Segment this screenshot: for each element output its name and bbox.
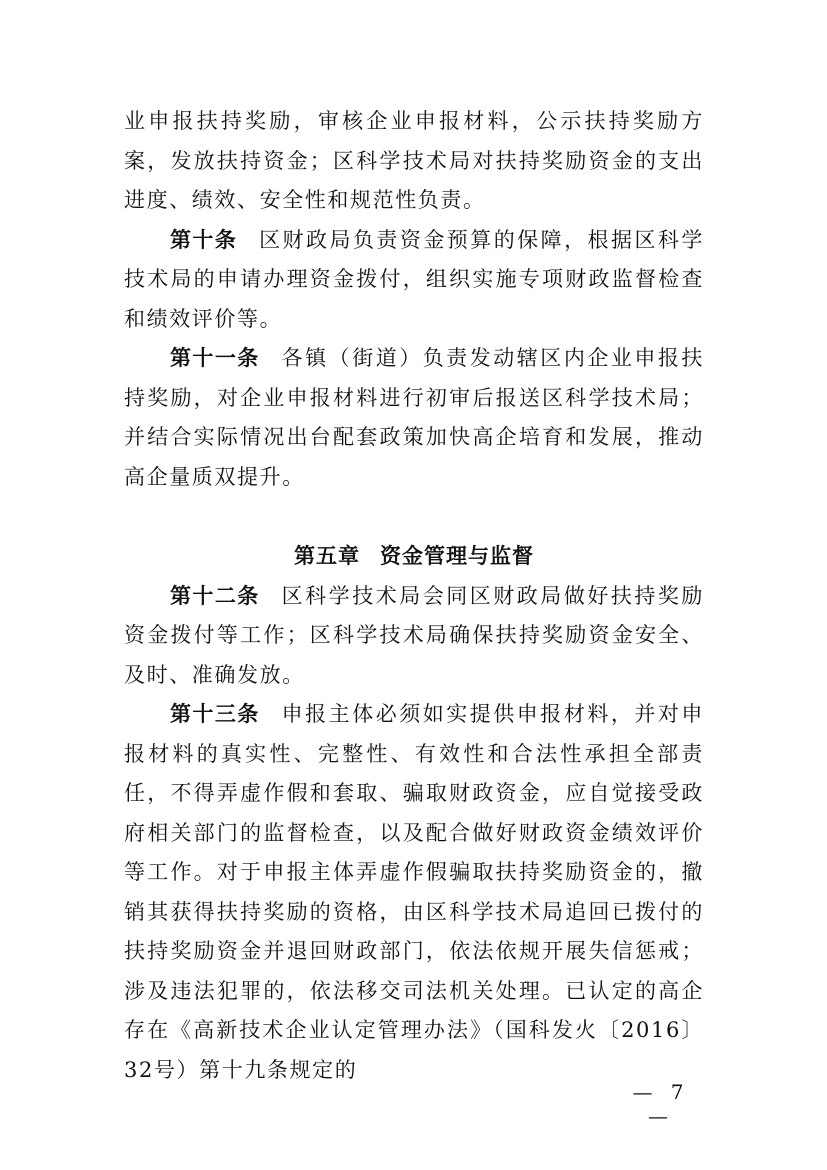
article-10-text: 区财政局负责资金预算的保障，根据区科学技术局的申请办理资金拨付，组织实施专项财政监督检查和绩效评价等。	[124, 227, 705, 331]
article-11	[124, 339, 704, 497]
article-11-text: 各镇（街道）负责发动辖区内企业申报扶持奖励，对企业申报材料进行初审后报送区科学技术局；并结合实际情况出台配套政策加快高企培育和发展，推动高企量质双提升。	[124, 346, 704, 489]
intro-paragraph: 业申报扶持奖励，审核企业申报材料，公示扶持奖励方案，发放扶持资金；区科学技术局对扶持奖励资金的支出进度、绩效、安全性和规范性负责。	[124, 109, 704, 212]
article-12	[124, 577, 704, 696]
chapter-title: 资金管理与监督	[380, 544, 534, 568]
article-10-label: 第十条	[170, 227, 238, 252]
document-body	[124, 102, 704, 1090]
article-13	[124, 695, 704, 1090]
article-13-label: 第十三条	[170, 702, 260, 726]
chapter-heading	[124, 537, 704, 577]
article-11-label: 第十一条	[170, 346, 260, 370]
article-12-text: 区科学技术局会同区财政局做好扶持奖励资金拨付等工作；区科学技术局确保扶持奖励资金安全、及时、准确发放。	[124, 583, 704, 687]
page-number: — 7 —	[632, 1080, 690, 1128]
chapter-number: 第五章	[294, 544, 360, 568]
article-12-label: 第十二条	[170, 583, 260, 608]
article-10	[124, 221, 704, 340]
article-13-text: 申报主体必须如实提供申报材料，并对申报材料的真实性、完整性、有效性和合法性承担全部责任，不得弄虚作假和套取、骗取财政资金，应自觉接受政府相关部门的监督检查，以及配合做好财政资金绩效评价等工作。对于申报主体弄虚作假骗取扶持奖励资金的，撤销其获得扶持奖励的资格，由区科学技术局追回已拨付的扶持奖励资金并退回财政部门，依法依规开展失信惩戒；涉及违法犯罪的，依法移交司法机关处理。已认定的高企存在《高新技术企业认定管理办法》（国科发火〔2016〕32号）第十九条规定的	[124, 702, 704, 1082]
